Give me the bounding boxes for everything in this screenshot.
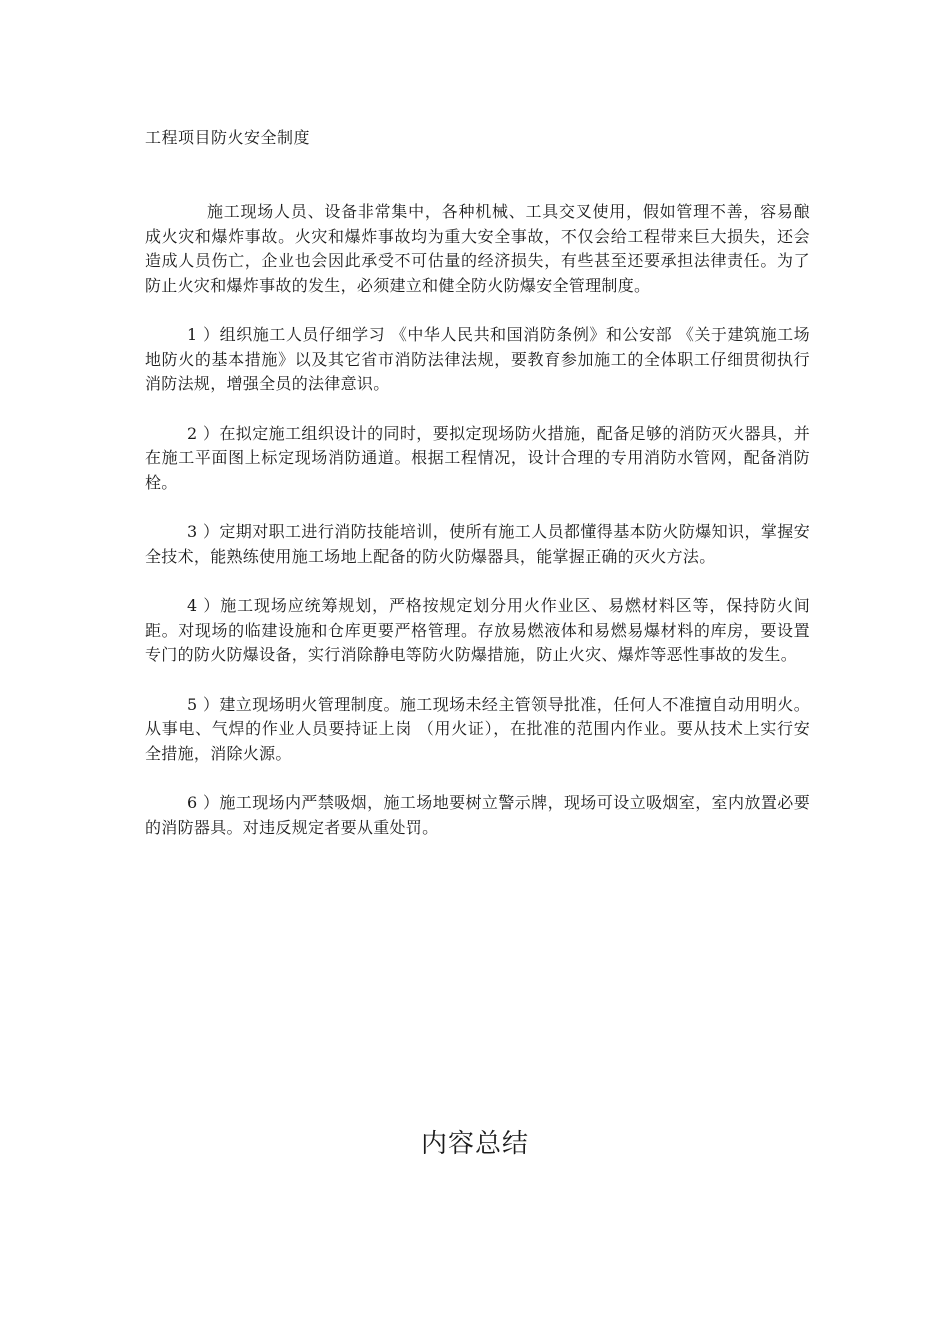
summary-heading: 内容总结: [420, 1129, 529, 1159]
rule-item-6: 6 ）施工现场内严禁吸烟，施工场地要树立警示牌，现场可设立吸烟室，室内放置必要的消防器具。对违反规定者要从重处罚。: [145, 793, 810, 837]
rule-item-5: 5 ）建立现场明火管理制度。施工现场未经主管领导批准，任何人不准擅自动用明火。从事电、气焊的作业人员要持证上岗 （用火证），在批准的范围内作业。要从技术上实行安全措施，消除火源。: [145, 694, 810, 763]
rule-item-1: 1 ）组织施工人员仔细学习 《中华人民共和国消防条例》和公安部 《关于建筑施工场地防火的基本措施》以及其它省市消防法律法规，要教育参加施工的全体职工仔细贯彻执行消防法规，增强全员的法律意识。: [145, 325, 810, 393]
rule-item-3: 3 ）定期对职工进行消防技能培训，使所有施工人员都懂得基本防火防爆知识，掌握安全技术，能熟练使用施工场地上配备的防火防爆器具，能掌握正确的灭火方法。: [145, 522, 810, 566]
rule-item-2: 2 ）在拟定施工组织设计的同时，要拟定现场防火措施，配备足够的消防灭火器具，并在施工平面图上标定现场消防通道。根据工程情况，设计合理的专用消防水管网，配备消防栓。: [145, 423, 810, 492]
document-title: 工程项目防火安全制度: [145, 128, 311, 147]
intro-paragraph: 施工现场人员、设备非常集中，各种机械、工具交叉使用，假如管理不善，容易酿成火灾和爆炸事故。火灾和爆炸事故均为重大安全事故，不仅会给工程带来巨大损失，还会造成人员伤亡，企业也会因此承受不可估量的经济损失，有些甚至还要承担法律责任。为了防止火灾和爆炸事故的发生，必须建立和健全防火防爆安全管理制度。: [145, 202, 810, 295]
document-body: [145, 200, 810, 865]
rule-item-4: 4 ）施工现场应统筹规划，严格按规定划分用火作业区、易燃材料区等，保持防火间距。对现场的临建设施和仓库更要严格管理。存放易燃液体和易燃易爆材料的库房，要设置专门的防火防爆设备，实行消除静电等防火防爆措施，防止火灾、爆炸等恶性事故的发生。: [145, 596, 810, 664]
